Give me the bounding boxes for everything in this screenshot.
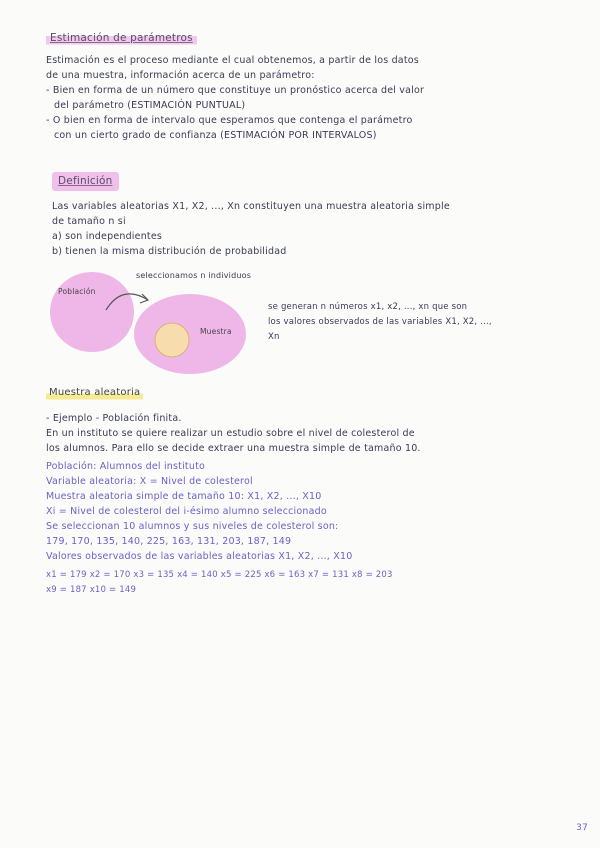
text-line: 179, 170, 135, 140, 225, 163, 131, 203, 187, 149 xyxy=(46,536,292,547)
text-line: En un instituto se quiere realizar un estudio sobre el nivel de colesterol de xyxy=(46,428,415,439)
sample-circle xyxy=(155,323,189,357)
arrow-head-icon xyxy=(140,294,148,303)
section-muestra xyxy=(46,384,421,598)
text-line: Las variables aleatorias X1, X2, ..., Xn constituyen una muestra aleatoria simple xyxy=(52,201,450,212)
text-line: de tamaño n si xyxy=(52,216,126,227)
page-number: 37 xyxy=(576,823,588,833)
sample-label: Muestra xyxy=(200,327,232,336)
section-definicion xyxy=(52,172,450,259)
text-line: los valores observados de las variables X1, X2, ..., xyxy=(268,317,492,327)
title-muestra: Muestra aleatoria xyxy=(46,384,143,401)
bullet-line: - O bien en forma de intervalo que esperamos que contenga el parámetro xyxy=(46,115,413,126)
bullet-line: del parámetro (ESTIMACIÓN PUNTUAL) xyxy=(54,100,246,111)
title-definicion: Definición xyxy=(52,172,119,191)
text-line: b) tienen la misma distribución de probabilidad xyxy=(52,246,287,257)
text-line: Xi = Nivel de colesterol del i-ésimo alumno seleccionado xyxy=(46,506,327,517)
diagram-caption: seleccionamos n individuos xyxy=(136,271,252,280)
text-line: - Ejemplo - Población finita. xyxy=(46,413,182,424)
text-line: Xn xyxy=(268,332,280,342)
section-title xyxy=(46,30,424,47)
text-line: Muestra aleatoria simple de tamaño 10: X1, X2, ..., X10 xyxy=(46,491,322,502)
text-line: se generan n números x1, x2, ..., xn que son xyxy=(268,302,468,312)
population-label: Población xyxy=(58,287,96,296)
text-line: Variable aleatoria: X = Nivel de colesterol xyxy=(46,476,253,487)
text-line: Se seleccionan 10 alumnos y sus niveles de colesterol son: xyxy=(46,521,339,532)
text-line: Valores observados de las variables aleatorias X1, X2, ..., X10 xyxy=(46,551,353,562)
text-line: los alumnos. Para ello se decide extraer una muestra simple de tamaño 10. xyxy=(46,443,421,454)
text-line: a) son independientes xyxy=(52,231,163,242)
diagram-note xyxy=(268,300,492,345)
text-line: Población: Alumnos del instituto xyxy=(46,461,206,472)
bullet-line: - Bien en forma de un número que constituye un pronóstico acerca del valor xyxy=(46,85,425,96)
values-line: x9 = 187 x10 = 149 xyxy=(46,585,137,595)
bullet-line: con un cierto grado de confianza (ESTIMACIÓN POR INTERVALOS) xyxy=(54,130,377,141)
values-line: x1 = 179 x2 = 170 x3 = 135 x4 = 140 x5 = 225 x6 = 163 x7 = 131 x8 = 203 xyxy=(46,570,393,580)
text-line: de una muestra, información acerca de un parámetro: xyxy=(46,70,315,81)
title-estimacion: Estimación de parámetros xyxy=(46,30,197,47)
section-estimacion xyxy=(46,30,424,143)
text-line: Estimación es el proceso mediante el cual obtenemos, a partir de los datos xyxy=(46,55,419,66)
